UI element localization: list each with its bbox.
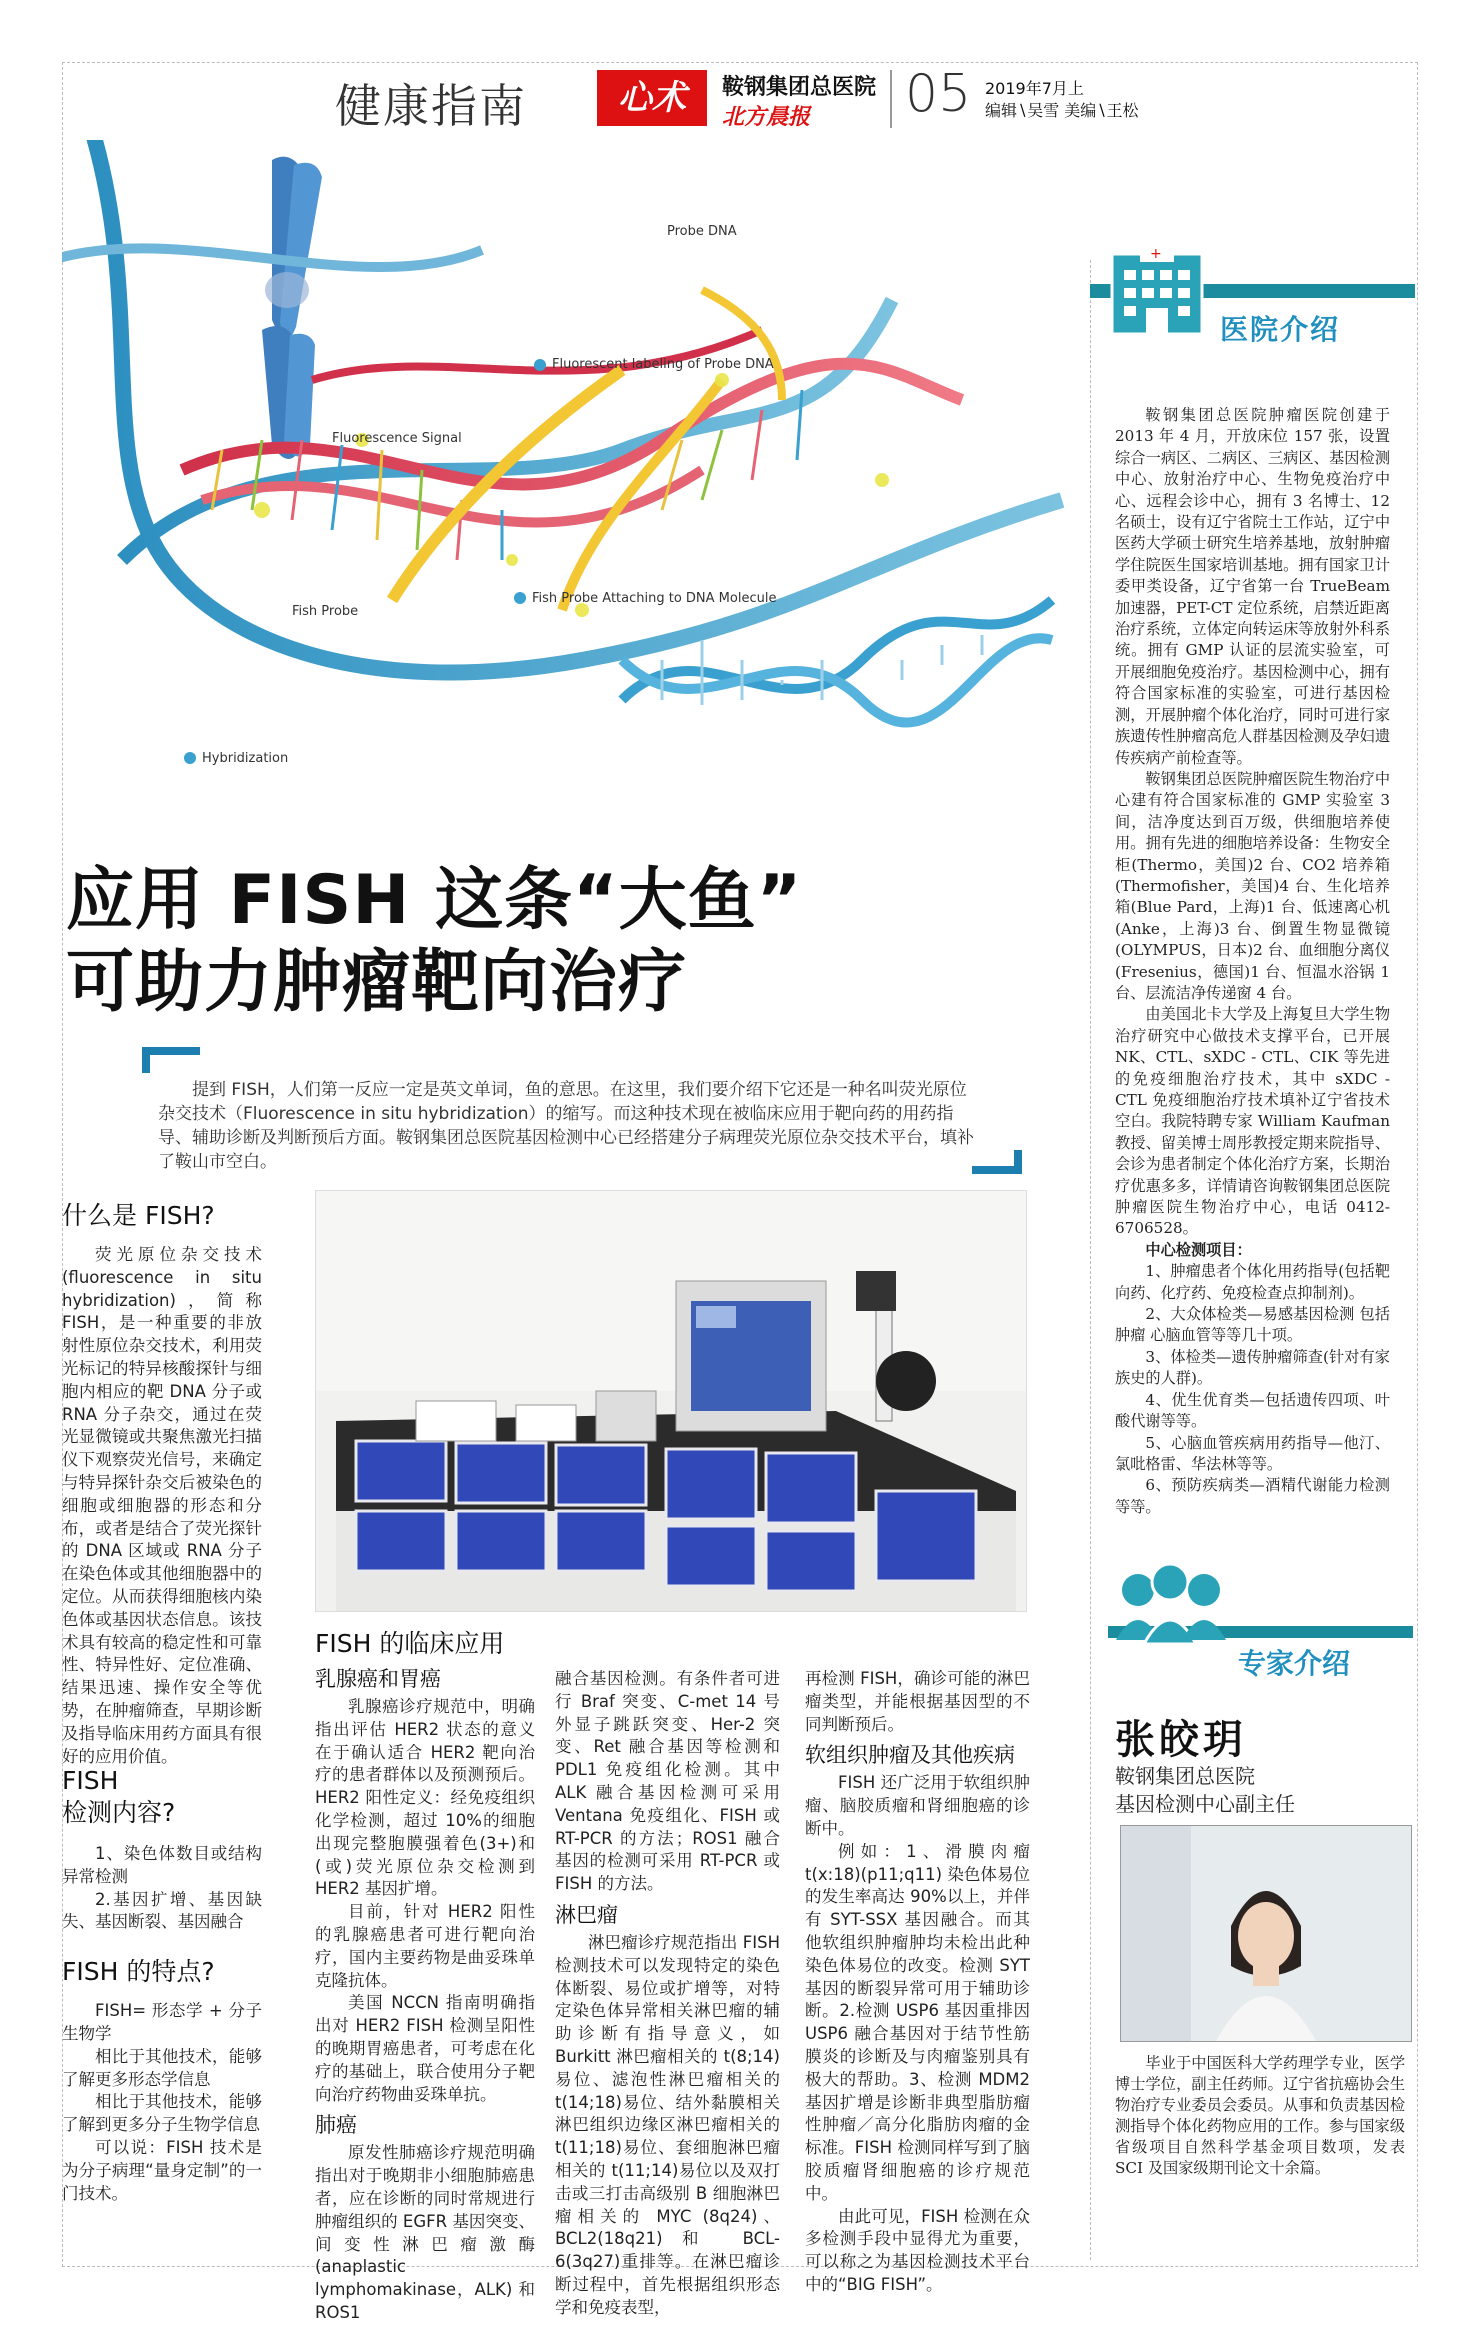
center-item: 6、预防疾病类—酒精代谢能力检测等等。 [1115,1476,1390,1516]
center-item: 5、心脑血管疾病用药指导—他汀、氯吡格雷、华法林等等。 [1115,1433,1390,1473]
heading-clinical: FISH 的临床应用 [315,1629,505,1658]
heading-content-2: 检测内容? [62,1798,176,1827]
expert-bio [1115,2053,1405,2179]
column-4 [805,1668,1030,2297]
content-item-1: 1、染色体数目或结构异常检测 [62,1844,262,1886]
column-2 [315,1628,535,2325]
expert-organization: 鞍钢集团总医院 [1115,1764,1255,1788]
lab-photo [315,1190,1027,1612]
content-item-2: 2.基因扩增、基因缺失、基因断裂、基因融合 [62,1889,262,1932]
sidebar-divider [1090,260,1091,2260]
para-soft-2: 例如：1、滑膜肉瘤 t(x:18)(p11;q11) 染色体易位的发生率高达 90%以上，并伴有 SYT-SSX 基因融合。而其他软组织肿瘤肿均未检出此种染色体易位的改变。检测 SYT 基因的断裂异常可用于辅助诊断。2.检测 USP6 基因重排因 USP6 融合基因对于结节性筋膜炎的诊断及与肉瘤鉴别具有极大的帮助。3、检测 MDM2 基因扩增是诊断非典型脂肪瘤性肿瘤／高分化脂肪肉瘤的金标准。FISH 检测同样写到了脑胶质瘤肾细胞癌的诊疗规范中。 [805,1841,1030,2203]
section-name: 健康指南 [335,79,527,133]
expert-intro-title: 专家介绍 [1238,1647,1351,1680]
dna-illustration [62,140,1067,820]
doctors-icon [1116,1564,1226,1644]
para-gastric: 美国 NCCN 指南明确指出对 HER2 FISH 检测呈阳性的晚期胃癌患者，可考虑在化疗的基础上，联合使用分子靶向治疗药物曲妥珠单抗。 [315,1993,535,2104]
headline-line1: 应用 FISH 这条“大鱼” [66,861,803,940]
lead-bracket-bottom [972,1150,1022,1174]
label-hybridization: Hybridization [202,751,289,766]
para-breast-2: 目前，针对 HER2 阳性的乳腺癌患者可进行靶向治疗，国内主要药物是曲妥珠单克隆抗体。 [315,1902,535,1990]
feature-3: 相比于其他技术，能够了解到更多分子生物学信息 [62,2092,262,2135]
expert-name: 张皎玥 [1115,1716,1247,1763]
para-what-is-fish: 荧光原位杂交技术(fluorescence in situ hybridization)，简称 FISH，是一种重要的非放射性原位杂交技术，利用荧光标记的特异核酸探针与细胞内相应的靶 DNA 分子或RNA 分子杂交，通过在荧光显微镜或共聚焦激光扫描仪下观察荧光信号，来确定与特异探针杂交后被染色的细胞或细胞器的形态和分布，或者是结合了荧光探针的 DNA 区域或 RNA 分子在染色体或其他细胞器中的定位。从而获得细胞核内染色体或基因状态信息。该技术具有较高的稳定性和可靠性、特异性好、定位准确、结果迅速、操作安全等优势，在肿瘤筛查，早期诊断及指导临床用药方面具有很好的应用价值。 [62,1245,262,1766]
headline [66,860,802,1024]
heading-breast-gastric: 乳腺癌和胃癌 [315,1667,441,1691]
label-fluorescence: Fluorescence Signal [332,431,462,446]
hospital-intro-p3: 由美国北卡大学及上海复旦大学生物治疗研究中心做技术支撑平台，已开展 NK、CTL、sXDC - CTL、CIK 等先进的免疫细胞治疗技术，其中 sXDC - CTL 免疫细胞治疗技术填补辽宁省技术空白。我院特聘专家 William Kaufman 教授、留美博士周彤教授定期来院指导、会诊为患者制定个体化治疗方案，长期治疗优惠多多，详情请咨询鞍钢集团总医院肿瘤医院生物治疗中心，电话 0412-6706528。 [1115,1005,1390,1238]
feature-1: FISH= 形态学 + 分子生物学 [62,2001,262,2043]
heading-what-is-fish: 什么是 FISH? [62,1201,215,1230]
para-lymphoma: 淋巴瘤诊疗规范指出 FISH 检测技术可以发现特定的染色体断裂、易位或扩增等，对特定染色体异常相关淋巴瘤的辅助诊断有指导意义，如 Burkitt 淋巴瘤相关的 t(8;14)易位、滤泡性淋巴瘤相关的 t(14;18)易位、结外黏膜相关淋巴组织边缘区淋巴瘤相关的 t(11;18)易位、套细胞淋巴瘤相关的 t(11;14)易位以及双打击或三打击高级别 B 细胞淋巴瘤相关的 MYC (8q24)、BCL2(18q21)和 BCL-6(3q27)重排等。在淋巴瘤诊断过程中，首先根据组织形态学和免疫表型， [555,1932,780,2317]
hospital-banner [1090,248,1415,308]
lead-paragraph: 提到 FISH，人们第一反应一定是英文单词，鱼的意思。在这里，我们要介绍下它还是一种名叫荧光原位杂交技术（Fluorescence in situ hybridization）的缩写。而这种技术现在被临床应用于靶向药的用药指导、辅助诊断及判断预后方面。鞍钢集团总医院基因检测中心已经搭建分子病理荧光原位杂交技术平台，填补了鞍山市空白。 [158,1080,974,1172]
hospital-building-icon [1112,248,1202,334]
heading-content-1: FISH [62,1766,119,1795]
masthead-paper: 北方晨报 [722,104,811,130]
para-lung-cont: 融合基因检测。有条件者可进行 Braf 突变、C-met 14 号外显子跳跃突变、Her-2 突变、Ret 融合基因等检测和 PDL1 免疫组化检测。其中 ALK 融合基因检测可采用 Ventana 免疫组化、FISH 或 RT-PCR 的方法；ROS1 融合基因的检测可采用 RT-PCR 或 FISH 的方法。 [555,1669,780,1894]
column-1 [62,1200,262,1768]
feature-2: 相比于其他技术，能够了解更多形态学信息 [62,2046,262,2089]
label-probe-dna: Probe DNA [667,224,737,239]
para-soft-1: FISH 还广泛用于软组织肿瘤、脑胶质瘤和肾细胞癌的诊断中。 [805,1773,1030,1838]
center-item: 2、大众体检类—易感基因检测 包括肿瘤 心脑血管等等几十项。 [1115,1305,1390,1345]
heading-features: FISH 的特点? [62,1957,215,1987]
label-fluorescent: Fluorescent labeling of Probe DNA [552,357,774,372]
masthead-sponsor: 鞍钢集团总医院 [722,75,877,100]
center-items-title: 中心检测项目： [1145,1240,1252,1259]
center-item: 3、体检类—遗传肿瘤筛查(针对有家族史的人群)。 [1115,1347,1390,1388]
column-1-lower [62,1765,262,2205]
label-probe-attach: Fish Probe Attaching to DNA Molecule [532,591,777,606]
hospital-intro-p1: 鞍钢集团总医院肿瘤医院创建于 2013 年 4 月，开放床位 157 张，设置综合一病区、二病区、三病区、基因检测中心、放射治疗中心、生物免疫治疗中心、远程会诊中心，拥有 3 名博士、12 名硕士，设有辽宁省院士工作站，辽宁中医药大学硕士研究生培养基地，放射肿瘤学住院医生国家培训基地。拥有国家卫计委甲类设备，辽宁省第一台 TrueBeam 加速器，PET-CT 定位系统，启禁近距离治疗系统，立体定向转运床等放射外科系统。拥有 GMP 认证的层流实验室，可开展细胞免疫治疗。基因检测中心，拥有符合国家标准的实验室，可进行基因检测，开展肿瘤个体化治疗，同时可进行家族遗传性肿瘤高危人群基因检测及孕妇遗传疾病产前检查等。 [1115,406,1390,767]
column-logo: 心术 [597,70,707,126]
page-number: 05 [905,64,972,124]
editor-credits: 编辑∖吴雪 美编∖王松 [985,101,1139,120]
para-breast-1: 乳腺癌诊疗规范中，明确指出评估 HER2 状态的意义在于确认适合 HER2 靶向治疗的患者群体以及预测预后。HER2 阳性定义：经免疫组织化学检测，超过 10%的细胞出现完整胞膜强着色(3+)和(或)荧光原位杂交检测到 HER2 基因扩增。 [315,1697,535,1899]
para-lymphoma-cont: 再检测 FISH，确诊可能的淋巴瘤类型，并能根据基因型的不同判断预后。 [805,1669,1030,1734]
center-item: 1、肿瘤患者个体化用药指导(包括靶向药、化疗药、免疫检查点抑制剂)。 [1115,1262,1390,1302]
hospital-intro-title: 医院介绍 [1220,313,1341,346]
hospital-intro-text [1115,405,1390,1518]
chromosome-icon [262,157,322,459]
expert-bio-text: 毕业于中国医科大学药理学专业，医学博士学位，副主任药师。辽宁省抗癌协会生物治疗专业委员会委员。从事和负责基因检测指导个体化药物应用的工作。参与国家级省级项目自然科学基金项目数项，发表 SCI 及国家级期刊论文十余篇。 [1115,2054,1405,2177]
expert-position: 基因检测中心副主任 [1115,1792,1295,1816]
feature-4: 可以说：FISH 技术是为分子病理“量身定制”的一门技术。 [62,2137,262,2203]
issue-date: 2019年7月上 [985,79,1084,98]
expert-banner [1108,1560,1413,1650]
heading-soft-tissue: 软组织肿瘤及其他疾病 [805,1743,1015,1768]
heading-lung: 肺癌 [315,2113,357,2138]
column-3 [555,1668,780,2320]
center-item: 4、优生优育类—包括遗传四项、叶酸代谢等等。 [1115,1390,1390,1431]
para-conclusion: 由此可见，FISH 检测在众多检测手段中显得尤为重要，可以称之为基因检测技术平台中的“BIG FISH”。 [805,2206,1030,2294]
label-fish-probe: Fish Probe [292,604,359,619]
lead-bracket-top [142,1047,200,1073]
expert-portrait [1120,1825,1412,2042]
hospital-intro-p2: 鞍钢集团总医院肿瘤医院生物治疗中心建有符合国家标准的 GMP 实验室 3 间，洁净度达到百万级，供细胞培养使用。拥有先进的细胞培养设备：生物安全柜(Thermo，美国)2 台、CO2 培养箱(Thermofisher，美国)4 台、生化培养箱(Blue Pard，上海)1 台、低速离心机(Anke，上海)3 台、倒置生物显微镜(OLYMPUS，日本)2 台、血细胞分离仪(Fresenius，德国)1 台、恒温水浴锅 1 台、层流洁净传递窗 4 台。 [1115,769,1390,1002]
svg-text:+: + [1150,248,1162,262]
masthead-divider [890,70,892,128]
heading-lymphoma: 淋巴瘤 [555,1902,618,1927]
headline-line2: 可助力肿瘤靶向治疗 [66,943,688,1022]
para-lung: 原发性肺癌诊疗规范明确指出对于晚期非小细胞肺癌患者，应在诊断的同时常规进行肿瘤组织的 EGFR 基因突变、间变性淋巴瘤激酶(anaplastic lymphomakinase，ALK) 和 ROS1 [315,2143,535,2322]
